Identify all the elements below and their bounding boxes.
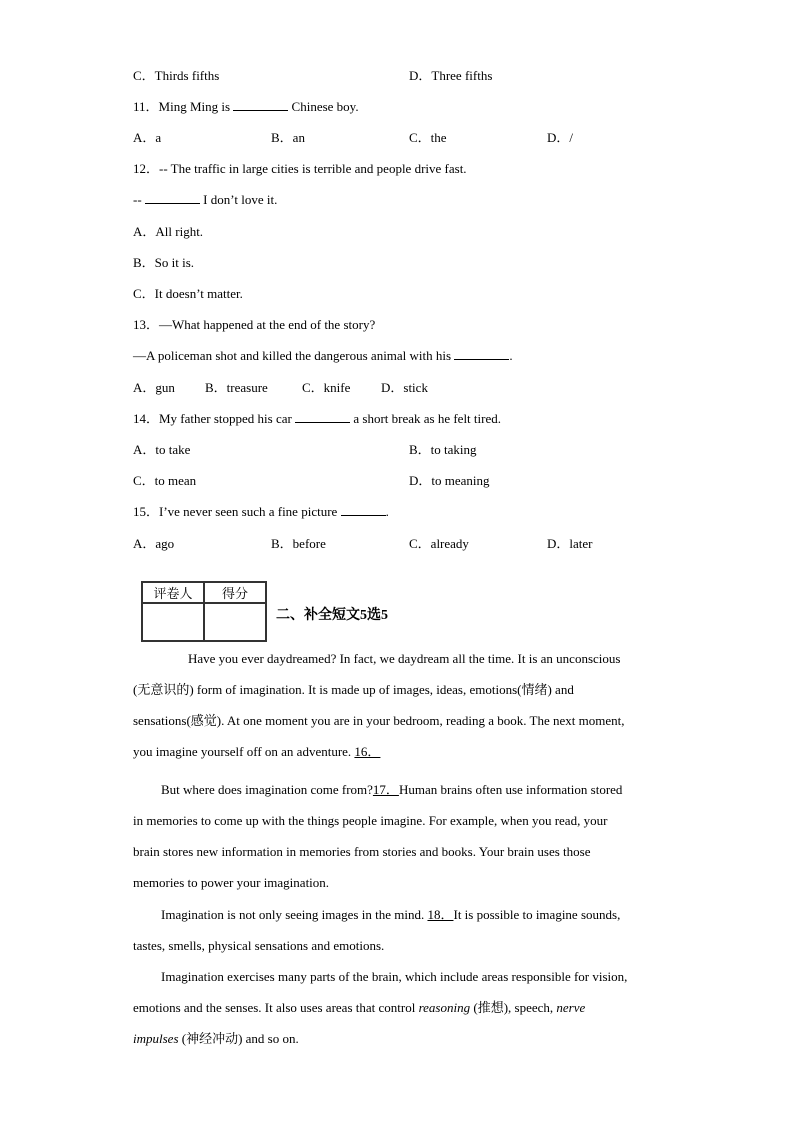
option-a: A．ago (133, 536, 175, 551)
passage-line: Imagination is not only seeing images in the mind. 18．It is possible to imagine sounds, (161, 907, 621, 922)
option-b: B．an (271, 130, 305, 145)
blank-16: 16． (354, 744, 381, 759)
passage-line: But where does imagination come from?17．Human brains often use information stored (161, 782, 623, 797)
option-d: D．stick (381, 380, 428, 395)
option-c: C．already (409, 536, 469, 551)
option-d: D．later (547, 536, 593, 551)
option-c: C．It doesn’t matter. (133, 286, 243, 301)
passage-line: (无意识的) form of imagination. It is made up of images, ideas, emotions(情绪) and (133, 682, 574, 697)
passage-line: Have you ever daydreamed? In fact, we daydream all the time. It is an unconscious (188, 651, 621, 666)
passage-line: impulses (神经冲动) and so on. (133, 1031, 299, 1046)
option-a: A．All right. (133, 224, 204, 239)
option-c: C．the (409, 130, 447, 145)
passage-line: sensations(感觉). At one moment you are in your bedroom, reading a book. The next moment, (133, 713, 625, 728)
score-table (141, 581, 267, 642)
option-d: D．Three fifths (409, 68, 493, 83)
question-reply: -- I don’t love it. (133, 192, 278, 207)
question-reply: —A policeman shot and killed the dangerous animal with his . (133, 348, 513, 363)
option-b: B．to taking (409, 442, 477, 457)
score-cell (204, 603, 266, 641)
option-c: C．knife (302, 380, 351, 395)
passage-line: in memories to come up with the things people imagine. For example, when you read, your (133, 813, 608, 828)
option-a: A．gun (133, 380, 175, 395)
passage-line: you imagine yourself off on an adventure. 16． (133, 744, 381, 759)
option-a: A．a (133, 130, 162, 145)
score-header: 得分 (204, 582, 266, 603)
option-d: D．/ (547, 130, 574, 145)
option-c: C．Thirds fifths (133, 68, 220, 83)
option-c: C．to mean (133, 473, 197, 488)
reviewer-cell (142, 603, 204, 641)
question-stem: 11．Ming Ming is Chinese boy. (133, 99, 359, 114)
option-b: B．before (271, 536, 326, 551)
question-stem: 14．My father stopped his car a short break as he felt tired. (133, 411, 501, 426)
blank-18: 18． (427, 907, 454, 922)
blank-17: 17． (372, 782, 399, 797)
option-a: A．to take (133, 442, 191, 457)
reviewer-header: 评卷人 (142, 582, 204, 603)
passage-line: Imagination exercises many parts of the brain, which include areas responsible for vision, (161, 969, 628, 984)
passage-line: tastes, smells, physical sensations and emotions. (133, 938, 385, 953)
option-d: D．to meaning (409, 473, 490, 488)
option-b: B．So it is. (133, 255, 195, 270)
section-title: 二、补全短文5选5 (276, 608, 388, 623)
question-stem: 13．—What happened at the end of the story? (133, 317, 376, 332)
passage-line: memories to power your imagination. (133, 875, 330, 890)
passage-line: brain stores new information in memories from stories and books. Your brain uses those (133, 844, 591, 859)
option-b: B．treasure (205, 380, 268, 395)
question-stem: 15．I’ve never seen such a fine picture . (133, 504, 389, 519)
question-stem: 12．-- The traffic in large cities is terrible and people drive fast. (133, 161, 467, 176)
passage-line: emotions and the senses. It also uses areas that control reasoning (推想), speech, nerve (133, 1000, 586, 1015)
